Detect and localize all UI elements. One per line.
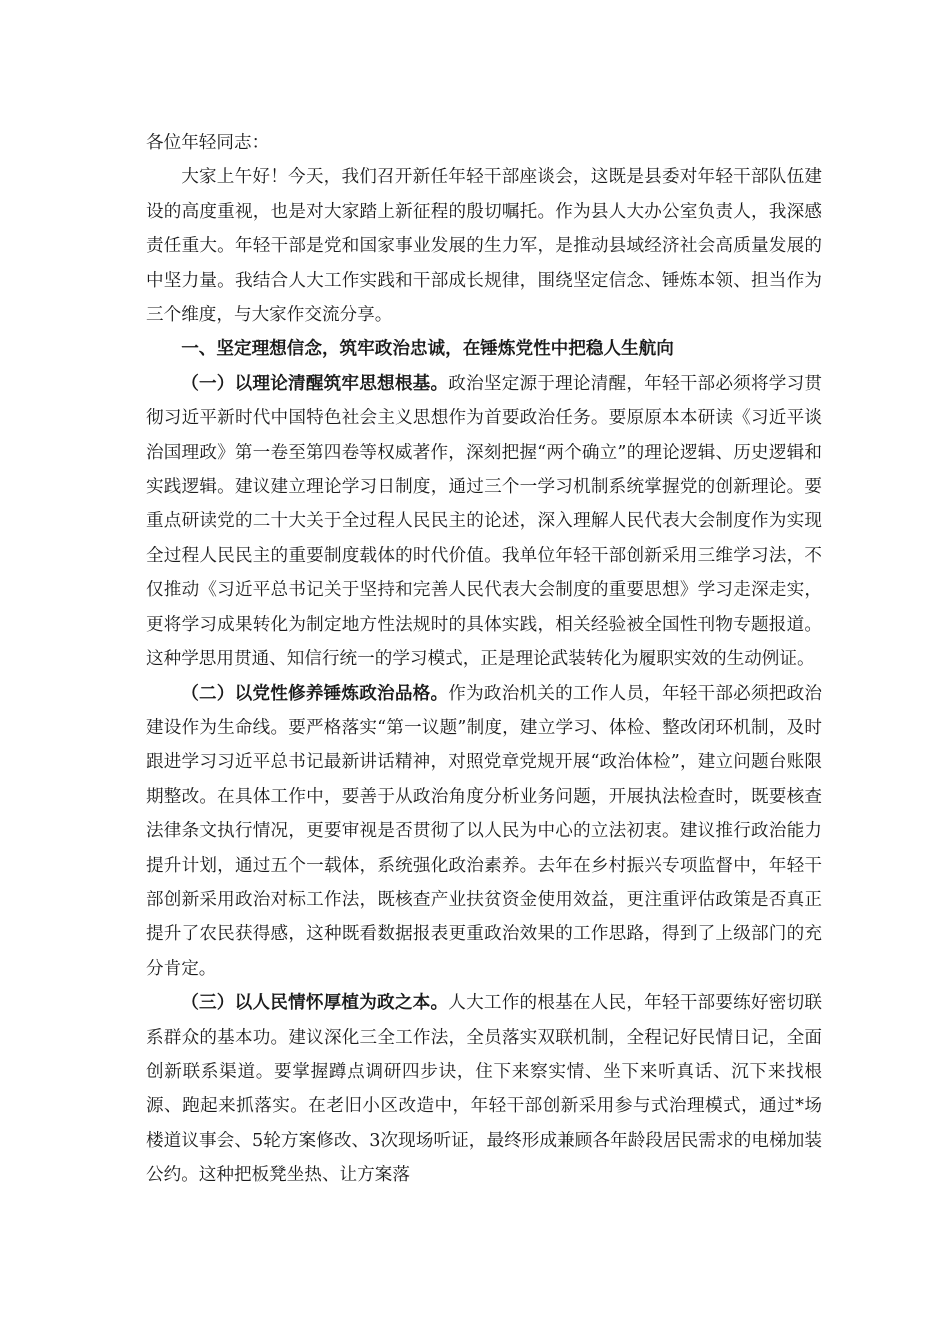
intro-paragraph: 大家上午好！今天，我们召开新任年轻干部座谈会，这既是县委对年轻干部队伍建设的高度重视，也是对大家踏上新征程的殷切嘱托。作为县人大办公室负责人，我深感责任重大。年轻干部是党和国家事业发展的生力军，是推动县域经济社会高质量发展的中坚力量。我结合人大工作实践和干部成长规律，围绕坚定信念、锤炼本领、担当作为三个维度，与大家作交流分享。 [146, 167, 822, 326]
subsection-3-paragraph [146, 986, 822, 1192]
document-body [146, 126, 822, 1193]
subsection-1-heading: （一）以理论清醒筑牢思想根基。 [181, 372, 449, 394]
salutation: 各位年轻同志： [146, 133, 270, 153]
subsection-1-body: 政治坚定源于理论清醒，年轻干部必须将学习贯彻习近平新时代中国特色社会主义思想作为首要政治任务。要原原本本研读《习近平谈治国理政》第一卷至第四卷等权威著作，深刻把握“两个确立”的理论逻辑、历史逻辑和实践逻辑。建议建立理论学习日制度，通过三个一学习机制系统掌握党的创新理论。要重点研读党的二十大关于全过程人民民主的论述，深入理解人民代表大会制度作为实现全过程人民民主的重要制度载体的时代价值。我单位年轻干部创新采用三维学习法，不仅推动《习近平总书记关于坚持和完善人民代表大会制度的重要思想》学习走深走实，更将学习成果转化为制定地方性法规时的具体实践，相关经验被全国性刊物专题报道。这种学思用贯通、知信行统一的学习模式，正是理论武装转化为履职实效的生动例证。 [146, 373, 822, 670]
section-heading-1: 一、坚定理想信念，筑牢政治忠诚，在锤炼党性中把稳人生航向 [181, 338, 674, 360]
subsection-2-body: 作为政治机关的工作人员，年轻干部必须把政治建设作为生命线。要严格落实“第一议题”制度，建立学习、体检、整改闭环机制，及时跟进学习习近平总书记最新讲话精神，对照党章党规开展“政治体检”，建立问题台账限期整改。在具体工作中，要善于从政治角度分析业务问题，开展执法检查时，既要核查法律条文执行情况，更要审视是否贯彻了以人民为中心的立法初衷。建议推行政治能力提升计划，通过五个一载体，系统强化政治素养。去年在乡村振兴专项监督中，年轻干部创新采用政治对标工作法，既核查产业扶贫资金使用效益，更注重评估政策是否真正提升了农民获得感，这种既看数据报表更重政治效果的工作思路，得到了上级部门的充分肯定。 [146, 683, 822, 979]
subsection-2-paragraph [146, 677, 822, 987]
subsection-2-heading: （二）以党性修养锤炼政治品格。 [181, 682, 449, 704]
subsection-3-heading: （三）以人民情怀厚植为政之本。 [181, 992, 449, 1014]
subsection-3-body: 人大工作的根基在人民，年轻干部要练好密切联系群众的基本功。建议深化三全工作法，全员落实双联机制，全程记好民情日记，全面创新联系渠道。要掌握蹲点调研四步诀，住下来察实情、坐下来听真话、沉下来找根源、跑起来抓落实。在老旧小区改造中，年轻干部创新采用参与式治理模式，通过*场楼道议事会、5轮方案修改、3次现场听证，最终形成兼顾各年龄段居民需求的电梯加装公约。这种把板凳坐热、让方案落 [146, 993, 822, 1186]
subsection-1-paragraph [146, 367, 822, 677]
